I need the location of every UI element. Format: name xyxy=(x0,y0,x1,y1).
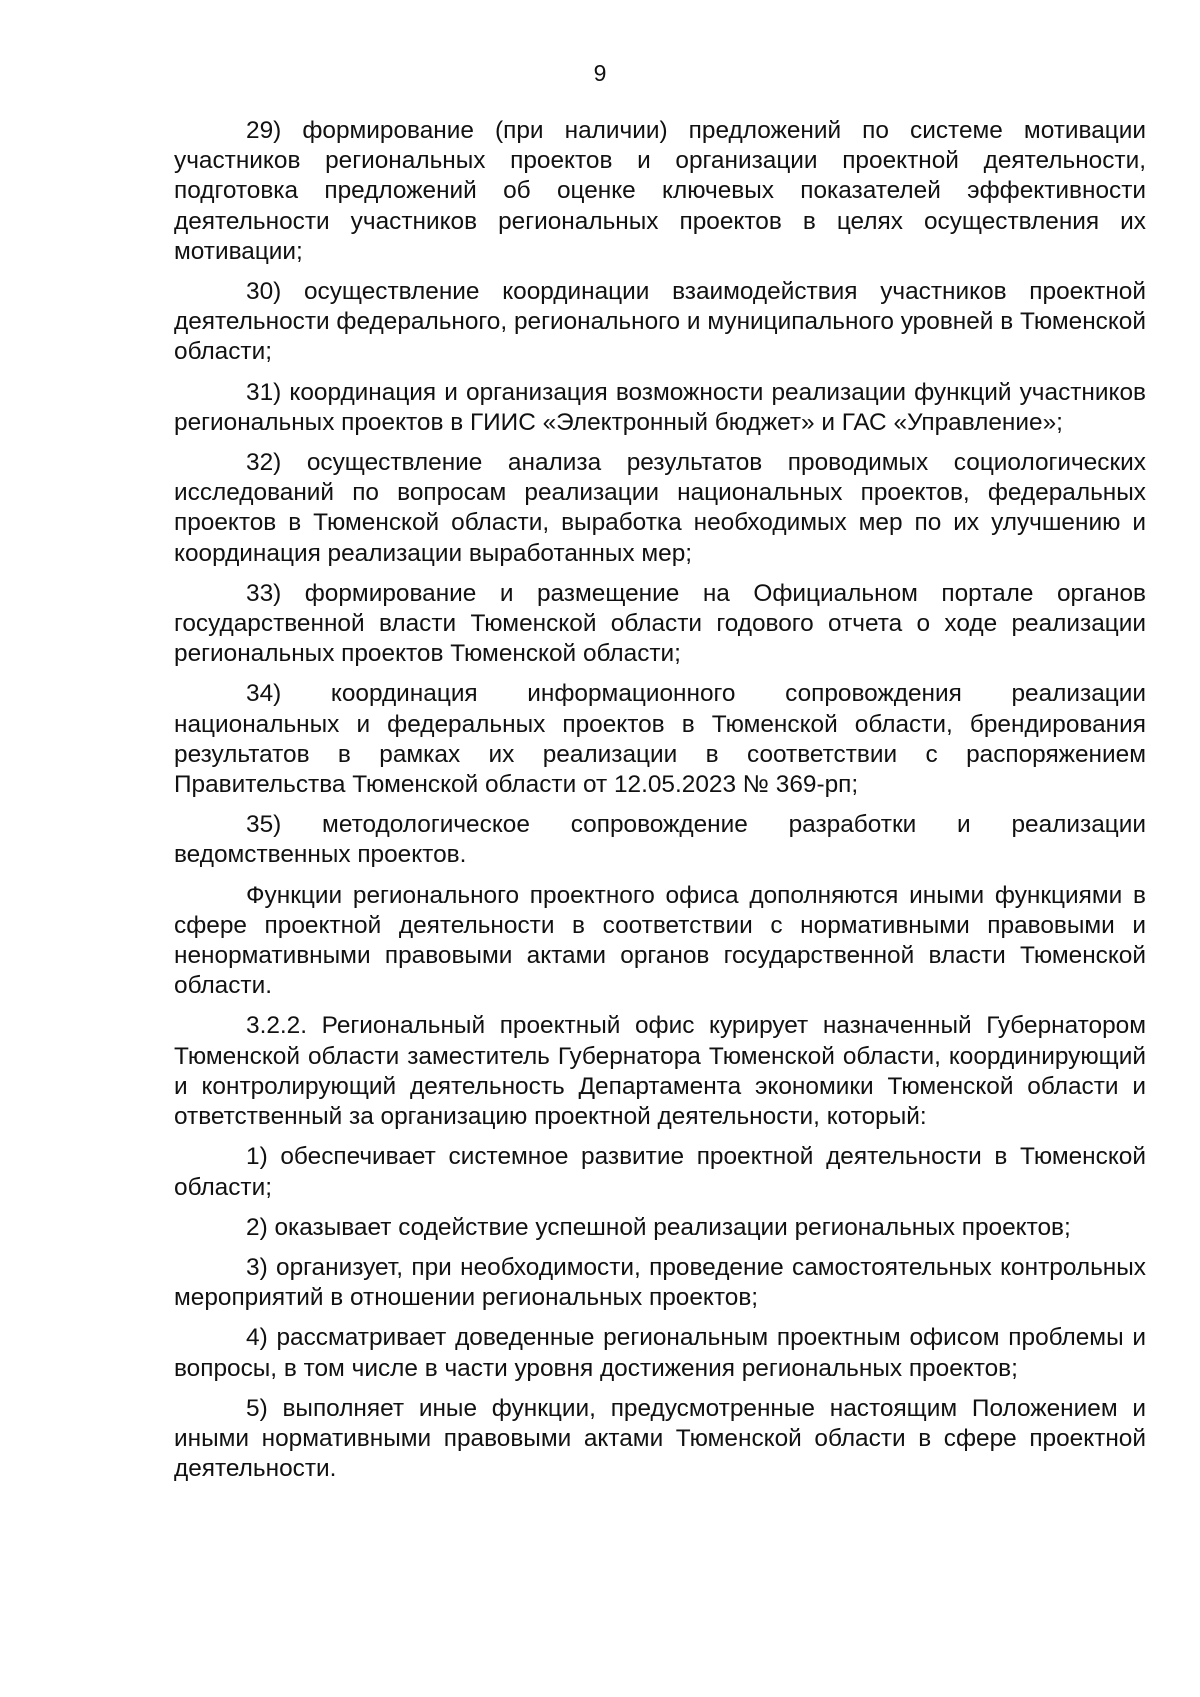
paragraph-29: 29) формирование (при наличии) предложений по системе мотивации участников региональных проектов и организации проектной деятельности, подготовка предложений об оценке ключевых показателей эффективности деятельности участников региональных проектов в целях осуществления их мотивации; xyxy=(174,117,1146,265)
paragraph-item-1: 1) обеспечивает системное развитие проектной деятельности в Тюменской области; xyxy=(174,1143,1146,1201)
paragraph-item-4: 4) рассматривает доведенные региональным проектным офисом проблемы и вопросы, в том числе в части уровня достижения региональных проектов; xyxy=(174,1324,1146,1382)
paragraph-30: 30) осуществление координации взаимодействия участников проектной деятельности федерального, регионального и муниципального уровней в Тюменской области; xyxy=(174,278,1146,366)
paragraph-3-2-2: 3.2.2. Региональный проектный офис курирует назначенный Губернатором Тюменской области заместитель Губернатора Тюменской области, координирующий и контролирующий деятельность Департамента экономики Тюменской области и ответственный за организацию проектной деятельности, который: xyxy=(174,1012,1146,1131)
paragraph-functions: Функции регионального проектного офиса дополняются иными функциями в сфере проектной деятельности в соответствии с нормативными правовыми и ненормативными правовыми актами органов государственной власти Тюменской области. xyxy=(174,881,1146,1000)
paragraph-33: 33) формирование и размещение на Официальном портале органов государственной власти Тюменской области годового отчета о ходе реализации региональных проектов Тюменской области; xyxy=(174,579,1146,668)
paragraph-34: 34) координация информационного сопровождения реализации национальных и федеральных проектов в Тюменской области, брендирования результатов в рамках их реализации в соответствии с распоряжением Правительства Тюменской области от 12.05.2023 № 369-рп; xyxy=(174,680,1146,799)
document-body xyxy=(174,116,1146,1494)
paragraph-31: 31) координация и организация возможности реализации функций участников региональных проектов в ГИИС «Электронный бюджет» и ГАС «Управление»; xyxy=(174,378,1146,436)
paragraph-32: 32) осуществление анализа результатов проводимых социологических исследований по вопросам реализации национальных проектов, федеральных проектов в Тюменской области, выработка необходимых мер по их улучшению и координация реализации выработанных мер; xyxy=(174,449,1146,567)
paragraph-item-2: 2) оказывает содействие успешной реализации региональных проектов; xyxy=(246,1213,1071,1241)
paragraph-item-3: 3) организует, при необходимости, проведение самостоятельных контрольных мероприятий в отношении региональных проектов; xyxy=(174,1253,1146,1312)
page-number: 9 xyxy=(593,60,607,86)
paragraph-item-5: 5) выполняет иные функции, предусмотренные настоящим Положением и иными нормативными правовыми актами Тюменской области в сфере проектной деятельности. xyxy=(174,1394,1146,1483)
paragraph-35: 35) методологическое сопровождение разработки и реализации ведомственных проектов. xyxy=(174,811,1146,869)
